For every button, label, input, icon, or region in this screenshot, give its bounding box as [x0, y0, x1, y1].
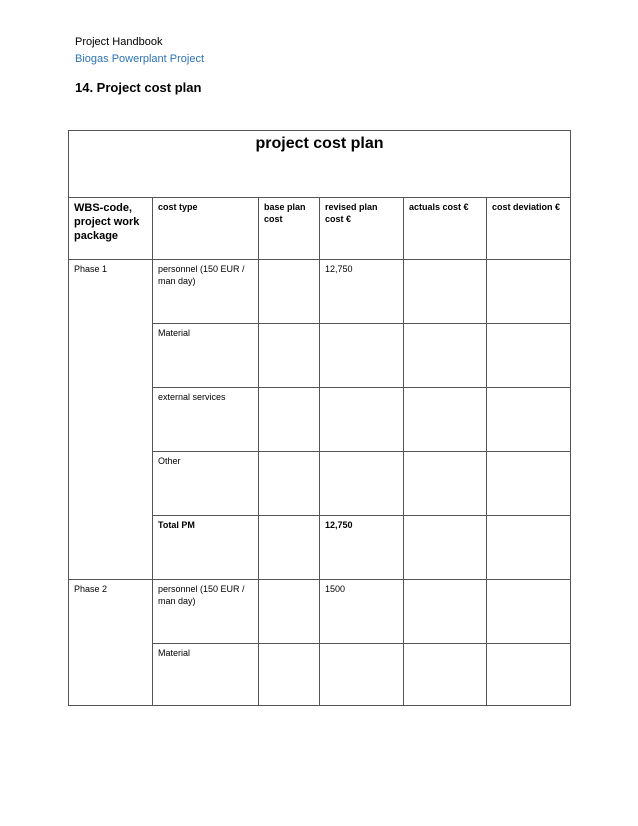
table-row	[69, 580, 571, 644]
deviation-cell	[487, 324, 571, 388]
deviation-cell	[487, 388, 571, 452]
base-plan-cell	[259, 388, 320, 452]
revised-plan-cell: 1500	[320, 580, 404, 644]
cost-plan-table	[68, 130, 571, 706]
actuals-cell	[404, 260, 487, 324]
revised-plan-cell	[320, 324, 404, 388]
deviation-cell	[487, 260, 571, 324]
cost-type-cell: personnel (150 EUR / man day)	[153, 580, 259, 644]
deviation-cell	[487, 516, 571, 580]
base-plan-cell	[259, 452, 320, 516]
actuals-cell	[404, 580, 487, 644]
phase-label: Phase 2	[69, 580, 153, 706]
cost-type-cell: Other	[153, 452, 259, 516]
actuals-cell	[404, 324, 487, 388]
running-header-title: Project Handbook	[75, 36, 163, 48]
actuals-cell	[404, 644, 487, 706]
col-header-revised-plan-cost: revised plan cost €	[320, 198, 404, 260]
revised-plan-cell	[320, 452, 404, 516]
col-header-cost-type: cost type	[153, 198, 259, 260]
deviation-cell	[487, 580, 571, 644]
base-plan-cell	[259, 516, 320, 580]
cost-type-cell: Material	[153, 324, 259, 388]
cost-type-cell: Material	[153, 644, 259, 706]
running-header-project: Biogas Powerplant Project	[75, 53, 205, 65]
revised-plan-cell: 12,750	[320, 260, 404, 324]
col-header-cost-deviation: cost deviation €	[487, 198, 571, 260]
table-title: project cost plan	[255, 135, 384, 152]
actuals-cell	[404, 452, 487, 516]
deviation-cell	[487, 644, 571, 706]
col-header-wbs: WBS-code, project work package	[69, 198, 153, 260]
cost-type-cell: Total PM	[153, 516, 259, 580]
col-header-actuals-cost: actuals cost €	[404, 198, 487, 260]
base-plan-cell	[259, 644, 320, 706]
section-heading: 14. Project cost plan	[75, 80, 202, 95]
deviation-cell	[487, 452, 571, 516]
revised-plan-cell	[320, 388, 404, 452]
revised-plan-cell: 12,750	[320, 516, 404, 580]
table-title-cell	[69, 131, 571, 198]
base-plan-cell	[259, 324, 320, 388]
base-plan-cell	[259, 580, 320, 644]
cost-type-cell: personnel (150 EUR / man day)	[153, 260, 259, 324]
col-header-base-plan-cost: base plan cost	[259, 198, 320, 260]
revised-plan-cell	[320, 644, 404, 706]
actuals-cell	[404, 516, 487, 580]
table-header-row	[69, 198, 571, 260]
phase-label: Phase 1	[69, 260, 153, 580]
cost-type-cell: external services	[153, 388, 259, 452]
actuals-cell	[404, 388, 487, 452]
base-plan-cell	[259, 260, 320, 324]
table-row	[69, 260, 571, 324]
